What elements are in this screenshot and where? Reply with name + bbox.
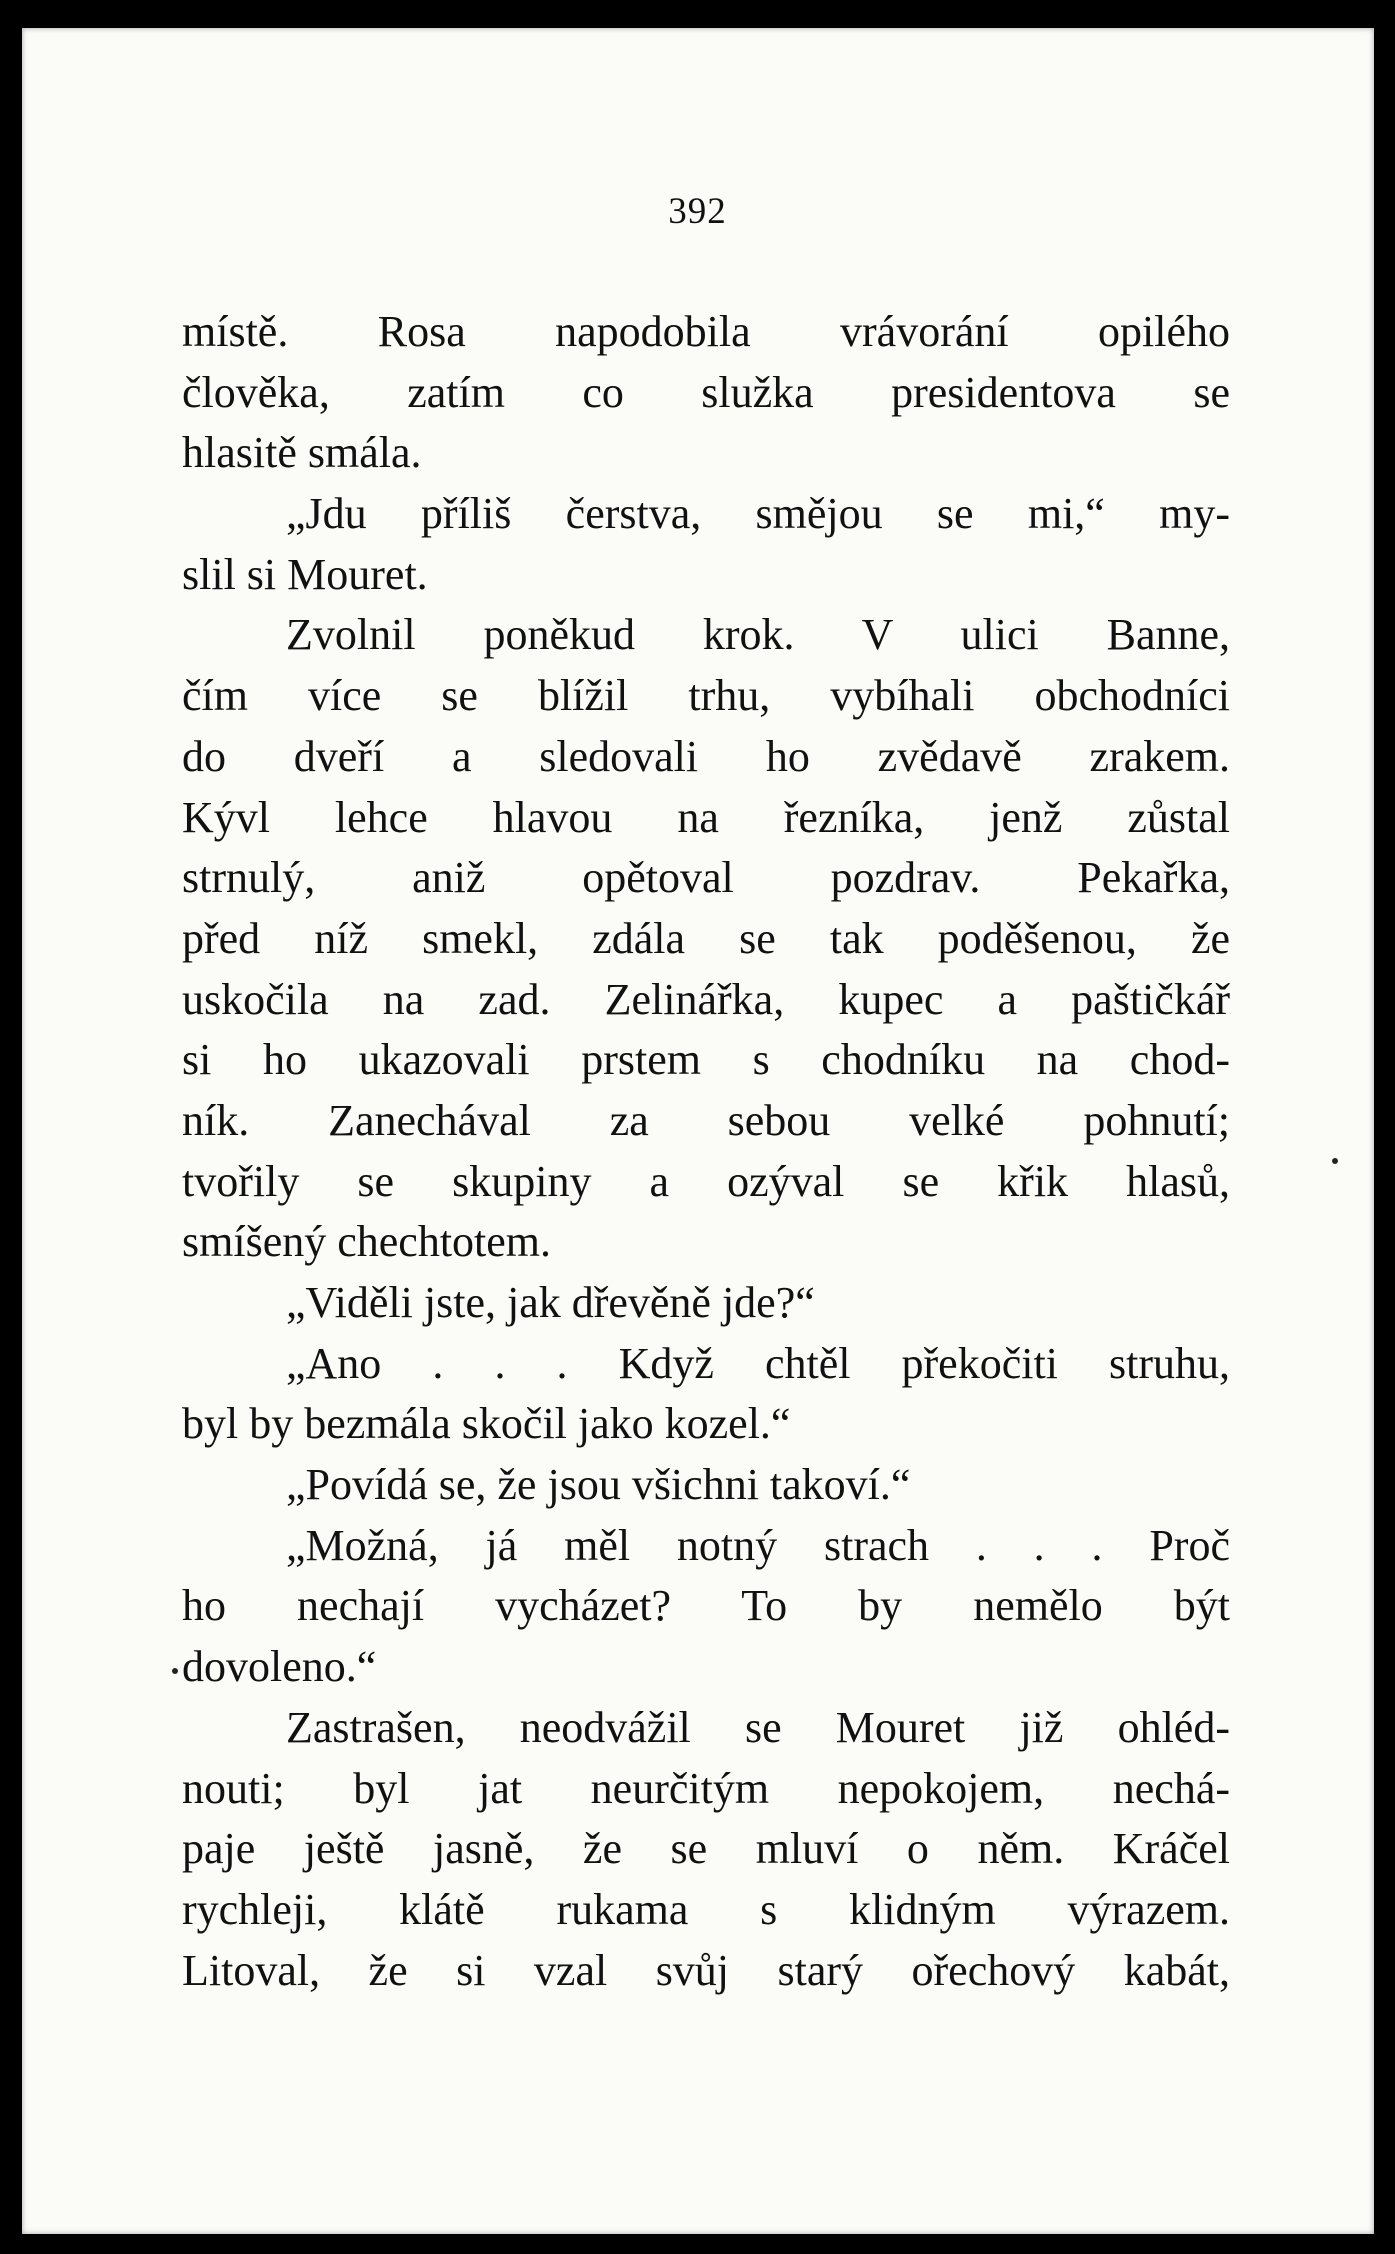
text-line: tvořily se skupiny a ozýval se křik hlasů, bbox=[182, 1156, 1230, 1206]
text-line: Zastrašen, neodvážil se Mouret již ohléd- bbox=[286, 1702, 1230, 1752]
text-line: „Jdu příliš čerstva, smějou se mi,“ my- bbox=[286, 489, 1230, 539]
text-line: „Povídá se, že jsou všichni takoví.“ bbox=[286, 1460, 911, 1510]
text-line: místě. Rosa napodobila vrávorání opilého bbox=[182, 307, 1230, 356]
text-line: rychleji, klátě rukama s klidným výrazem. bbox=[182, 1884, 1230, 1934]
body-text bbox=[182, 302, 1230, 2001]
text-line: „Možná, já měl notný strach . . . Proč bbox=[286, 1520, 1230, 1570]
page-number: 392 bbox=[668, 191, 727, 232]
text-line: Litoval, že si vzal svůj starý ořechový kabát, bbox=[182, 1945, 1230, 1995]
text-line: před níž smekl, zdála se tak poděšenou, že bbox=[182, 913, 1230, 963]
text-line: uskočila na zad. Zelinářka, kupec a paštičkář bbox=[182, 974, 1230, 1024]
text-line: slil si Mouret. bbox=[182, 549, 428, 599]
text-line: čím více se blížil trhu, vybíhali obchodníci bbox=[182, 671, 1230, 721]
ink-speck bbox=[172, 1668, 178, 1674]
text-line: ho nechají vycházet? To by nemělo být bbox=[182, 1581, 1230, 1631]
ink-speck bbox=[1332, 1158, 1338, 1164]
text-line: člověka, zatím co služka presidentova se bbox=[182, 367, 1230, 417]
text-line: Zvolnil poněkud krok. V ulici Banne, bbox=[286, 610, 1230, 660]
text-line: do dveří a sledovali ho zvědavě zrakem. bbox=[182, 731, 1230, 781]
text-line: „Ano . . . Když chtěl překočiti struhu, bbox=[286, 1338, 1230, 1388]
text-line: smíšený chechtotem. bbox=[182, 1217, 552, 1267]
text-line: „Viděli jste, jak dřevěně jde?“ bbox=[286, 1278, 815, 1327]
text-line: Kývl lehce hlavou na řezníka, jenž zůstal bbox=[182, 792, 1230, 842]
text-line: si ho ukazovali prstem s chodníku na chod- bbox=[182, 1035, 1230, 1085]
text-line: strnulý, aniž opětoval pozdrav. Pekařka, bbox=[182, 853, 1230, 903]
text-line: ník. Zanechával za sebou velké pohnutí; bbox=[182, 1095, 1230, 1145]
text-line: nouti; byl jat neurčitým nepokojem, nechá- bbox=[182, 1763, 1230, 1813]
text-line: hlasitě smála. bbox=[182, 428, 422, 478]
text-line: paje ještě jasně, že se mluví o něm. Kráčel bbox=[182, 1824, 1230, 1874]
text-line: byl by bezmála skočil jako kozel.“ bbox=[182, 1399, 791, 1449]
text-line: dovoleno.“ bbox=[182, 1642, 377, 1692]
